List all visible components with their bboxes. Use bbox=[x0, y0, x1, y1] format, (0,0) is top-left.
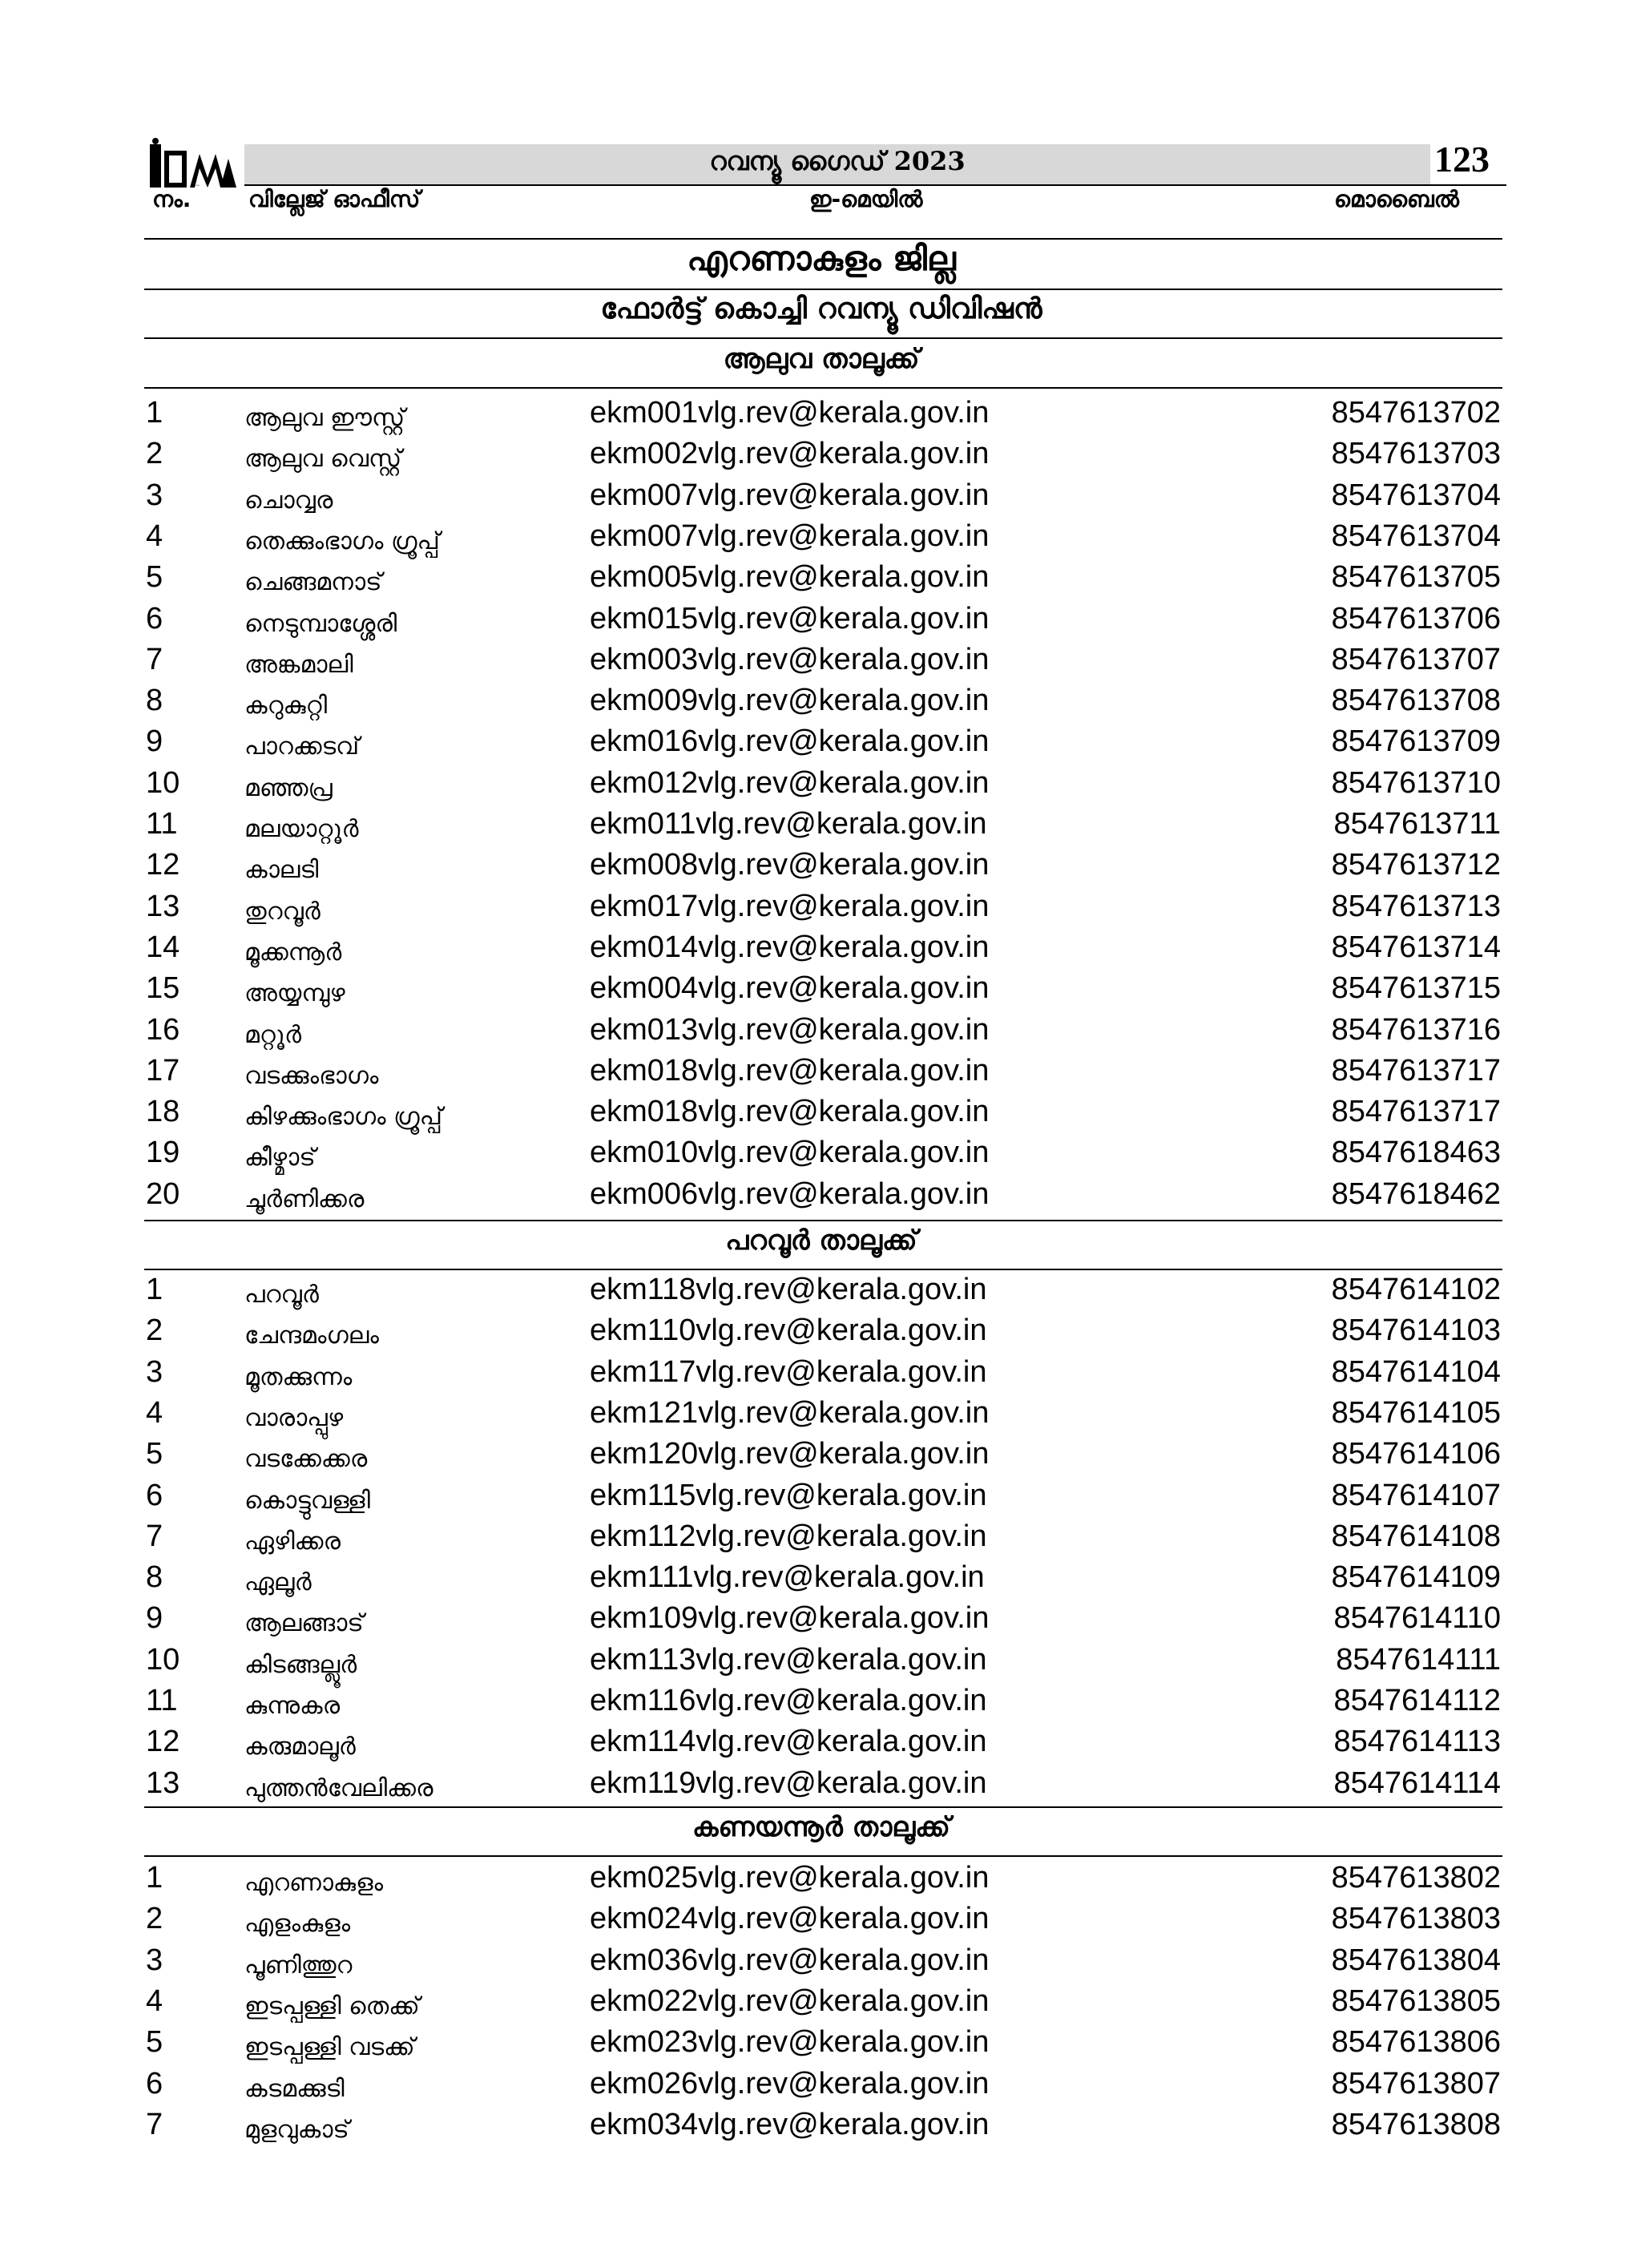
table-row bbox=[0, 930, 1641, 971]
village-office-name: ഇടപ്പള്ളി വടക്ക് bbox=[244, 2033, 415, 2062]
svg-text:IDM: IDM bbox=[196, 185, 200, 187]
row-number: 5 bbox=[146, 560, 163, 595]
table-row bbox=[0, 724, 1641, 765]
page-number: 123 bbox=[1434, 139, 1490, 180]
village-office-name: ആലുവ ഈസ്റ്റ് bbox=[244, 404, 405, 432]
mobile-number: 8547613706 bbox=[1331, 601, 1501, 636]
village-office-name: പറവൂർ bbox=[244, 1281, 319, 1309]
mobile-number: 8547613711 bbox=[1333, 807, 1501, 841]
row-number: 13 bbox=[146, 1766, 180, 1800]
row-number: 8 bbox=[146, 684, 163, 718]
village-office-name: കീഴ്മാട് bbox=[244, 1144, 316, 1172]
mobile-number: 8547614105 bbox=[1331, 1395, 1501, 1430]
table-row bbox=[0, 1861, 1641, 1902]
mobile-number: 8547613717 bbox=[1331, 1053, 1501, 1088]
email-address: ekm110vlg.rev@kerala.gov.in bbox=[590, 1314, 987, 1348]
rule bbox=[144, 1806, 1502, 1808]
table-row bbox=[0, 643, 1641, 684]
mobile-number: 8547613702 bbox=[1331, 396, 1501, 430]
village-office-name: വടക്കുംഭാഗം bbox=[244, 1061, 379, 1090]
village-office-name: ഏഴിക്കര bbox=[244, 1527, 341, 1556]
mobile-number: 8547613704 bbox=[1331, 478, 1501, 512]
row-number: 4 bbox=[146, 519, 163, 553]
village-office-name: തുറവൂർ bbox=[244, 897, 321, 926]
table-row bbox=[0, 1437, 1641, 1478]
village-office-name: മറ്റൂർ bbox=[244, 1020, 301, 1049]
village-office-name: എളംകുളം bbox=[244, 1910, 351, 1939]
email-address: ekm007vlg.rev@kerala.gov.in bbox=[590, 478, 990, 512]
table-row bbox=[0, 1943, 1641, 1984]
row-number: 6 bbox=[146, 2066, 163, 2101]
row-number: 10 bbox=[146, 765, 180, 800]
email-address: ekm003vlg.rev@kerala.gov.in bbox=[590, 642, 990, 676]
village-office-name: അങ്കമാലി bbox=[244, 650, 353, 679]
division-heading: ഫോർട്ട് കൊച്ചി റവന്യൂ ഡിവിഷൻ bbox=[600, 293, 1042, 325]
village-office-name: മുളവുകാട് bbox=[244, 2115, 349, 2144]
village-office-name: കിഴക്കുംഭാഗം ഗ്രൂപ്പ് bbox=[244, 1103, 442, 1132]
row-number: 14 bbox=[146, 930, 180, 964]
row-number: 3 bbox=[146, 478, 163, 512]
row-number: 19 bbox=[146, 1136, 180, 1170]
rule bbox=[144, 289, 1502, 290]
table-row bbox=[0, 1984, 1641, 2025]
mobile-number: 8547614103 bbox=[1331, 1314, 1501, 1348]
email-address: ekm114vlg.rev@kerala.gov.in bbox=[590, 1725, 987, 1759]
mobile-number: 8547614114 bbox=[1333, 1766, 1501, 1800]
email-address: ekm118vlg.rev@kerala.gov.in bbox=[590, 1273, 987, 1306]
row-number: 7 bbox=[146, 1519, 163, 1553]
column-header-mobile: മൊബൈൽ bbox=[1334, 186, 1459, 212]
mobile-number: 8547618462 bbox=[1331, 1176, 1501, 1211]
row-number: 20 bbox=[146, 1176, 180, 1211]
village-office-name: ഇടപ്പള്ളി തെക്ക് bbox=[244, 1992, 420, 2020]
village-office-name: മൂക്കന്നൂർ bbox=[244, 938, 342, 967]
table-row bbox=[0, 1643, 1641, 1684]
mobile-number: 8547614104 bbox=[1331, 1354, 1501, 1389]
rule bbox=[144, 387, 1502, 389]
row-number: 8 bbox=[146, 1560, 163, 1595]
village-office-name: കൊട്ടുവള്ളി bbox=[244, 1486, 371, 1515]
village-office-name: കരുമാലൂർ bbox=[244, 1733, 356, 1762]
table-row bbox=[0, 2108, 1641, 2149]
email-address: ekm119vlg.rev@kerala.gov.in bbox=[590, 1766, 987, 1800]
mobile-number: 8547613806 bbox=[1331, 2025, 1501, 2060]
village-office-name: കടമക്കുടി bbox=[244, 2074, 345, 2103]
village-office-name: ചെങ്ങമനാട് bbox=[244, 568, 382, 597]
village-office-name: കറുകുറ്റി bbox=[244, 692, 328, 720]
row-number: 18 bbox=[146, 1095, 180, 1129]
mobile-number: 8547614102 bbox=[1331, 1273, 1501, 1306]
section-heading: പറവൂർ താലൂക്ക് bbox=[725, 1225, 917, 1257]
row-number: 2 bbox=[146, 1314, 163, 1348]
email-address: ekm018vlg.rev@kerala.gov.in bbox=[590, 1095, 990, 1129]
email-address: ekm017vlg.rev@kerala.gov.in bbox=[590, 889, 990, 923]
row-number: 1 bbox=[146, 396, 163, 430]
mobile-number: 8547614111 bbox=[1336, 1642, 1501, 1677]
mobile-number: 8547613705 bbox=[1331, 560, 1501, 595]
section-heading: കണയന്നൂർ താലൂക്ക് bbox=[692, 1811, 950, 1843]
email-address: ekm010vlg.rev@kerala.gov.in bbox=[590, 1136, 990, 1170]
email-address: ekm004vlg.rev@kerala.gov.in bbox=[590, 971, 990, 1006]
village-office-name: പുത്തൻവേലിക്കര bbox=[244, 1774, 433, 1802]
mobile-number: 8547613715 bbox=[1331, 971, 1501, 1006]
email-address: ekm007vlg.rev@kerala.gov.in bbox=[590, 519, 990, 553]
table-row bbox=[0, 807, 1641, 848]
email-address: ekm112vlg.rev@kerala.gov.in bbox=[590, 1519, 987, 1553]
mobile-number: 8547614113 bbox=[1333, 1725, 1501, 1759]
table-row bbox=[0, 1766, 1641, 1807]
row-number: 11 bbox=[146, 1684, 178, 1717]
mobile-number: 8547613807 bbox=[1331, 2066, 1501, 2101]
email-address: ekm024vlg.rev@kerala.gov.in bbox=[590, 1902, 990, 1936]
row-number: 2 bbox=[146, 437, 163, 471]
row-number: 2 bbox=[146, 1902, 163, 1936]
mobile-number: 8547614109 bbox=[1331, 1560, 1501, 1595]
mobile-number: 8547613802 bbox=[1331, 1861, 1501, 1895]
village-office-name: നെടുമ്പാശ്ശേരി bbox=[244, 609, 397, 638]
mobile-number: 8547613713 bbox=[1331, 889, 1501, 923]
email-address: ekm001vlg.rev@kerala.gov.in bbox=[590, 396, 990, 430]
table-row bbox=[0, 2067, 1641, 2108]
mobile-number: 8547613708 bbox=[1331, 684, 1501, 718]
row-number: 13 bbox=[146, 889, 180, 923]
idm-logo bbox=[148, 138, 244, 188]
email-address: ekm025vlg.rev@kerala.gov.in bbox=[590, 1861, 990, 1895]
mobile-number: 8547613710 bbox=[1331, 765, 1501, 800]
table-row bbox=[0, 1177, 1641, 1218]
email-address: ekm034vlg.rev@kerala.gov.in bbox=[590, 2107, 990, 2141]
row-number: 6 bbox=[146, 601, 163, 636]
table-row bbox=[0, 478, 1641, 519]
header-bar bbox=[244, 144, 1430, 184]
village-office-name: മൂതക്കുന്നം bbox=[244, 1362, 353, 1391]
email-address: ekm016vlg.rev@kerala.gov.in bbox=[590, 724, 990, 759]
table-row bbox=[0, 1684, 1641, 1725]
mobile-number: 8547613803 bbox=[1331, 1902, 1501, 1936]
row-number: 6 bbox=[146, 1478, 163, 1512]
village-office-name: ചൊവ്വര bbox=[244, 486, 333, 515]
table-row bbox=[0, 560, 1641, 601]
row-number: 1 bbox=[146, 1273, 163, 1306]
village-office-name: തെക്കുംഭാഗം ഗ്രൂപ്പ് bbox=[244, 527, 440, 555]
row-number: 7 bbox=[146, 642, 163, 676]
email-address: ekm023vlg.rev@kerala.gov.in bbox=[590, 2025, 990, 2060]
email-address: ekm015vlg.rev@kerala.gov.in bbox=[590, 601, 990, 636]
row-number: 4 bbox=[146, 1395, 163, 1430]
column-header-number: നം. bbox=[152, 186, 192, 212]
email-address: ekm117vlg.rev@kerala.gov.in bbox=[590, 1354, 987, 1389]
book-title: റവന്യൂ ഗൈഡ് 2023 bbox=[709, 146, 966, 176]
email-address: ekm008vlg.rev@kerala.gov.in bbox=[590, 848, 990, 882]
row-number: 5 bbox=[146, 1437, 163, 1471]
row-number: 16 bbox=[146, 1012, 180, 1047]
village-office-name: കാലടി bbox=[244, 856, 319, 885]
mobile-number: 8547613716 bbox=[1331, 1012, 1501, 1047]
table-row bbox=[0, 1601, 1641, 1642]
row-number: 1 bbox=[146, 1861, 163, 1895]
table-row bbox=[0, 1355, 1641, 1396]
row-number: 12 bbox=[146, 1725, 180, 1759]
village-office-name: ആലുവ വെസ്റ്റ് bbox=[244, 445, 402, 474]
email-address: ekm109vlg.rev@kerala.gov.in bbox=[590, 1601, 990, 1636]
table-row bbox=[0, 971, 1641, 1012]
email-address: ekm002vlg.rev@kerala.gov.in bbox=[590, 437, 990, 471]
table-row bbox=[0, 1273, 1641, 1314]
email-address: ekm120vlg.rev@kerala.gov.in bbox=[590, 1437, 990, 1471]
village-office-name: വാരാപ്പുഴ bbox=[244, 1403, 344, 1432]
table-row bbox=[0, 1314, 1641, 1354]
row-number: 12 bbox=[146, 848, 180, 882]
table-row bbox=[0, 1054, 1641, 1095]
village-office-name: പാറക്കടവ് bbox=[244, 732, 360, 761]
table-row bbox=[0, 1396, 1641, 1437]
row-number: 9 bbox=[146, 724, 163, 759]
email-address: ekm116vlg.rev@kerala.gov.in bbox=[590, 1684, 987, 1717]
email-address: ekm026vlg.rev@kerala.gov.in bbox=[590, 2066, 990, 2101]
village-office-name: കുന്നുകര bbox=[244, 1692, 341, 1720]
table-row bbox=[0, 848, 1641, 889]
district-heading: എറണാകുളം ജില്ല bbox=[687, 239, 956, 278]
email-address: ekm121vlg.rev@kerala.gov.in bbox=[590, 1395, 990, 1430]
mobile-number: 8547614112 bbox=[1333, 1684, 1501, 1717]
row-number: 17 bbox=[146, 1053, 180, 1088]
village-office-name: പൂണിത്തുറ bbox=[244, 1951, 353, 1979]
table-row bbox=[0, 1136, 1641, 1176]
email-address: ekm012vlg.rev@kerala.gov.in bbox=[590, 765, 990, 800]
table-row bbox=[0, 396, 1641, 437]
rule bbox=[144, 1220, 1502, 1221]
table-row bbox=[0, 2025, 1641, 2066]
mobile-number: 8547613703 bbox=[1331, 437, 1501, 471]
rule bbox=[144, 1855, 1502, 1857]
table-row bbox=[0, 1519, 1641, 1560]
table-row bbox=[0, 602, 1641, 643]
column-header-office: വില്ലേജ് ഓഫീസ് bbox=[248, 186, 421, 212]
row-number: 3 bbox=[146, 1943, 163, 1977]
mobile-number: 8547613712 bbox=[1331, 848, 1501, 882]
table-row bbox=[0, 1725, 1641, 1766]
column-header-email: ഇ-മെയിൽ bbox=[809, 186, 923, 212]
email-address: ekm005vlg.rev@kerala.gov.in bbox=[590, 560, 990, 595]
mobile-number: 8547613808 bbox=[1331, 2107, 1501, 2141]
email-address: ekm014vlg.rev@kerala.gov.in bbox=[590, 930, 990, 964]
mobile-number: 8547614110 bbox=[1333, 1601, 1501, 1636]
row-number: 4 bbox=[146, 1983, 163, 2018]
village-office-name: ആലങ്ങാട് bbox=[244, 1609, 364, 1638]
row-number: 7 bbox=[146, 2107, 163, 2141]
table-row bbox=[0, 1013, 1641, 1054]
village-office-name: മഞ്ഞപ്ര bbox=[244, 773, 333, 802]
mobile-number: 8547613714 bbox=[1331, 930, 1501, 964]
table-row bbox=[0, 890, 1641, 930]
mobile-number: 8547613709 bbox=[1331, 724, 1501, 759]
village-office-name: ചേന്ദമംഗലം bbox=[244, 1322, 379, 1350]
village-office-name: മലയാറ്റൂർ bbox=[244, 815, 359, 843]
village-office-name: അയ്യമ്പുഴ bbox=[244, 979, 345, 1008]
mobile-number: 8547613804 bbox=[1331, 1943, 1501, 1977]
mobile-number: 8547613704 bbox=[1331, 519, 1501, 553]
mobile-number: 8547614108 bbox=[1331, 1519, 1501, 1553]
row-number: 9 bbox=[146, 1601, 163, 1636]
rule bbox=[144, 337, 1502, 339]
email-address: ekm036vlg.rev@kerala.gov.in bbox=[590, 1943, 990, 1977]
mobile-number: 8547614106 bbox=[1331, 1437, 1501, 1471]
village-office-name: കിടങ്ങല്ലൂർ bbox=[244, 1650, 357, 1679]
email-address: ekm011vlg.rev@kerala.gov.in bbox=[590, 807, 987, 841]
row-number: 10 bbox=[146, 1642, 180, 1677]
table-row bbox=[0, 1479, 1641, 1519]
village-office-name: വടക്കേക്കര bbox=[244, 1445, 368, 1474]
row-number: 3 bbox=[146, 1354, 163, 1389]
table-row bbox=[0, 1095, 1641, 1136]
table-row bbox=[0, 437, 1641, 478]
mobile-number: 8547613707 bbox=[1331, 642, 1501, 676]
email-address: ekm022vlg.rev@kerala.gov.in bbox=[590, 1983, 990, 2018]
mobile-number: 8547618463 bbox=[1331, 1136, 1501, 1170]
email-address: ekm006vlg.rev@kerala.gov.in bbox=[590, 1176, 990, 1211]
mobile-number: 8547613717 bbox=[1331, 1095, 1501, 1129]
village-office-name: ചൂർണിക്കര bbox=[244, 1184, 365, 1213]
village-office-name: ഏലൂർ bbox=[244, 1568, 312, 1597]
row-number: 11 bbox=[146, 807, 178, 841]
table-row bbox=[0, 519, 1641, 560]
table-row bbox=[0, 766, 1641, 807]
table-row bbox=[0, 1560, 1641, 1601]
table-row bbox=[0, 1902, 1641, 1943]
mobile-number: 8547613805 bbox=[1331, 1983, 1501, 2018]
email-address: ekm113vlg.rev@kerala.gov.in bbox=[590, 1642, 987, 1677]
village-office-name: എറണാകുളം bbox=[244, 1869, 384, 1897]
email-address: ekm009vlg.rev@kerala.gov.in bbox=[590, 684, 990, 718]
row-number: 5 bbox=[146, 2025, 163, 2060]
email-address: ekm018vlg.rev@kerala.gov.in bbox=[590, 1053, 990, 1088]
email-address: ekm013vlg.rev@kerala.gov.in bbox=[590, 1012, 990, 1047]
row-number: 15 bbox=[146, 971, 180, 1006]
rule bbox=[144, 1269, 1502, 1270]
mobile-number: 8547614107 bbox=[1331, 1478, 1501, 1512]
table-row bbox=[0, 684, 1641, 724]
email-address: ekm115vlg.rev@kerala.gov.in bbox=[590, 1478, 987, 1512]
email-address: ekm111vlg.rev@kerala.gov.in bbox=[590, 1560, 985, 1595]
section-heading: ആലുവ താലൂക്ക് bbox=[723, 343, 920, 375]
